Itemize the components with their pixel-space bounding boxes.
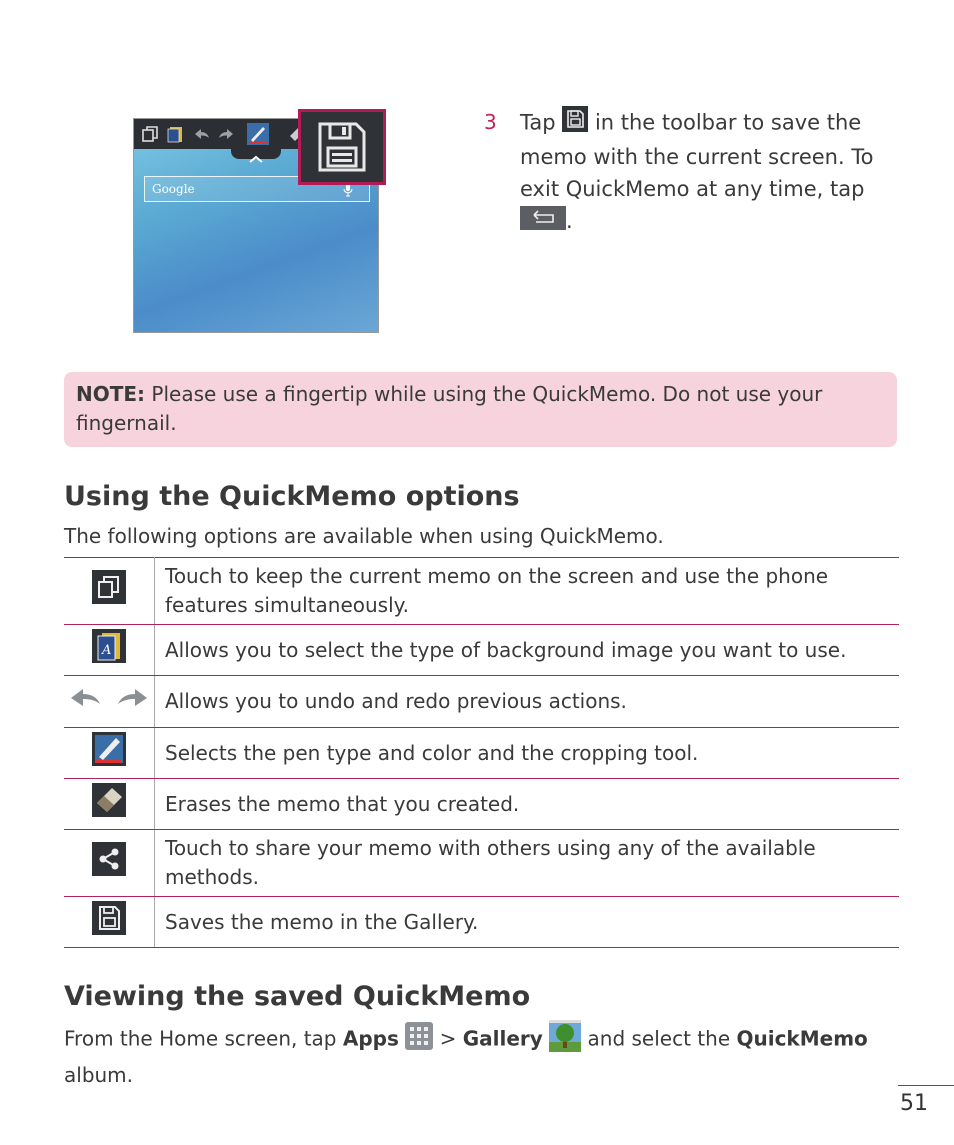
redo-icon (216, 124, 236, 144)
page-number-rule (898, 1085, 954, 1086)
pen-icon (92, 732, 126, 766)
table-row (64, 728, 899, 779)
save-icon (562, 106, 588, 141)
step-text (520, 106, 890, 239)
note-text: Please use a fingertip while using the QuickMemo. Do not use your fingernail. (76, 382, 823, 435)
pen-icon (246, 122, 270, 146)
option-description: Selects the pen type and color and the cropping tool. (155, 728, 900, 779)
section-intro: The following options are available when using QuickMemo. (64, 524, 664, 548)
gallery-label: Gallery (462, 1026, 543, 1051)
keep-on-screen-icon (140, 124, 160, 144)
table-row (64, 830, 899, 897)
step-text-after: in the toolbar to save the memo with the current screen. To exit QuickMemo at any time, tap (520, 110, 874, 201)
option-description: Allows you to undo and redo previous actions. (155, 676, 900, 728)
background-icon (92, 629, 126, 663)
options-table (64, 557, 899, 948)
section2-text-3: album. (64, 1063, 134, 1087)
toolbar-pull-tab (231, 149, 281, 159)
step-text-end: . (566, 209, 573, 233)
google-search-label: Google (152, 182, 195, 196)
note-box (64, 372, 897, 447)
step-number: 3 (484, 110, 497, 134)
section2-text (64, 1020, 904, 1090)
section2-text-1: From the Home screen, tap (64, 1026, 337, 1051)
option-description: Saves the memo in the Gallery. (155, 897, 900, 948)
keep-on-screen-icon (92, 570, 126, 604)
table-row (64, 779, 899, 830)
option-description: Erases the memo that you created. (155, 779, 900, 830)
table-row (64, 897, 899, 948)
apps-icon (405, 1022, 433, 1058)
mic-icon (343, 183, 353, 197)
section2-text-2: and select the (587, 1026, 731, 1051)
svg-text:A: A (102, 643, 112, 658)
save-icon (318, 122, 366, 172)
section-heading-options: Using the QuickMemo options (64, 481, 520, 512)
quickmemo-label: QuickMemo (736, 1026, 868, 1051)
undo-redo-icon (67, 683, 151, 713)
breadcrumb-separator: > (439, 1026, 457, 1051)
note-label: NOTE: (76, 382, 146, 406)
save-icon (92, 901, 126, 935)
table-row (64, 676, 899, 728)
undo-icon (192, 124, 212, 144)
background-icon (166, 124, 186, 144)
section-heading-viewing: Viewing the saved QuickMemo (64, 981, 531, 1012)
apps-label: Apps (342, 1026, 399, 1051)
save-button-highlight (298, 109, 386, 185)
step-text-before: Tap (520, 110, 556, 135)
table-row (64, 625, 899, 676)
eraser-icon (92, 783, 126, 817)
back-key-icon (520, 206, 566, 239)
gallery-icon (549, 1020, 581, 1060)
option-description: Allows you to select the type of background image you want to use. (155, 625, 900, 676)
page-number: 51 (900, 1091, 928, 1116)
table-row (64, 558, 899, 625)
option-description: Touch to share your memo with others using any of the available methods. (155, 830, 900, 897)
share-icon (92, 842, 126, 876)
option-description: Touch to keep the current memo on the screen and use the phone features simultaneously. (155, 558, 900, 625)
